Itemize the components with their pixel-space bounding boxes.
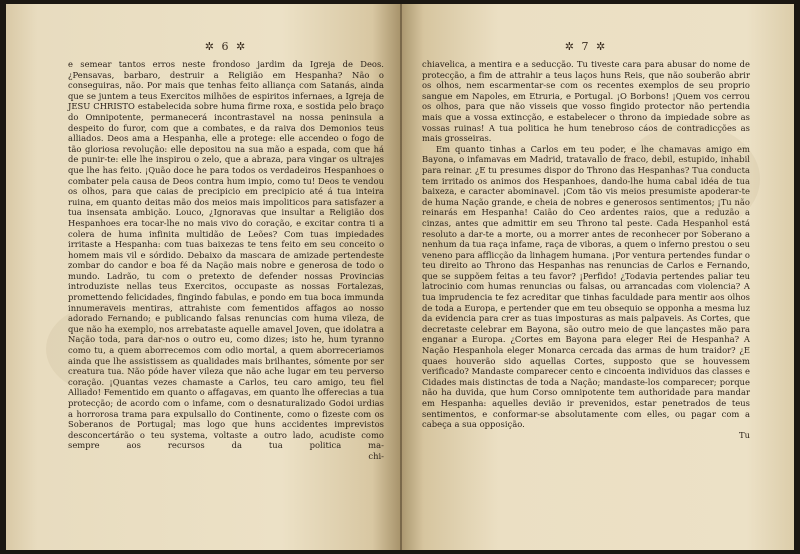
book-spread xyxy=(6,4,794,550)
page-body-text xyxy=(422,59,750,430)
catchword: chi- xyxy=(368,450,384,461)
book-gutter xyxy=(400,4,402,550)
paragraph: Em quanto tinhas a Carlos em teu poder, e lhe chamavas amigo em Bayona, o infamavas em Madrid, tratavallo de fraco, debil, estupido, inhabil para reinar. ¿E tu presumes dispor do Throno das Hespanhas? Tua conducta tem irritado os animos dos Hespanhoes, dando-lhe huma cabal idéa de tua baixeza, e caracter abominavel. ¡Com tão vis meios presumiste apoderar-te de huma Nação grande, e cheia de nobres e generosos sentimentos; ¡Tu não reinarás em Hespanha! Caião do Ceo ardentes raios, que a reduzão a cinzas, antes que admittir em seu Throno tal peste. Cada Hespanhol está resoluto a dar-te a morte, ou a morrer antes de reconhecer por Soberano a nenhum da tua raça infame, raça de viboras, a quem o inferno prestou o seu veneno para afflicção da linhagem humana. ¡Por ventura pertendes fundar o teu direito ao Throno das Hespanhas nas renuncias de Carlos e Fernando, que se suppõem feitas a teu favor? ¡Perfido! ¿Todavia pertendes paliar teu latrocinio com humas renuncias ou falsas, ou arrancadas com violencia? A tua imprudencia te fez acreditar que tinhas faculdade para mentir aos olhos de toda a Europa, e pertender que em teu obsequio se opponha a mesma luz da evidencia para crer as tuas imposturas as mais palpaveis. As Cortes, que decretaste celebrar em Bayona, são outro meio de que lançastes mão para enganar a Europa. ¿Cortes em Bayona para eleger Rei de Hespanha? A Nação Hespanhola eleger Monarca cercada das armas de hum traidor? ¿E quaes houverão sido aquellas Cortes, supposto que se houvessem verificado? Mandaste comparecer cento e cincoenta individuos das classes e Cidades mais distinctas de toda a Nação; mandaste-los comparecer; porque não ha duvida, que hum Corso omnipotente tem authoridade para mandar em Hespanha: aquelles devião ir prevenidos, estar penetrados de teus sentimentos, e conformar-se absolutamente com elles, ou pagar com a cabeça a sua opposição. xyxy=(422,143,750,430)
page-number-header: ✲ 6 ✲ xyxy=(204,40,248,53)
page-number-header: ✲ 7 ✲ xyxy=(564,40,608,53)
left-page xyxy=(6,4,400,550)
paragraph: e semear tantos erros neste frondoso jardim da Igreja de Deos. ¿Pensavas, barbaro, destruir a Religião em Hespanha? Não o conseguiras, não. Por mais que tenhas feito alliança com Satanás, ainda que se juntem a teus Exercitos milhões de espiritos infernaes, a Igreja de JESU CHRISTO estabelecida sobre huma firme roxa, e sostida pelo braço do Omnipotente, permanecerá incontrastavel na nossa peninsula a despeito do furor, com que a combates, e da raiva dos Demonios teus alliados. Deos ama a Hespanha, elle a protege: elle accendeo o fogo de tão gloriosa revolução: elle depositou na sua mão a espada, com que há de punir-te: elle lhe inspirou o zelo, que a abraza, para vingar os ultrajes que lhe has feito. ¡Quão doce he para todos os verdadeiros Hespanhoes o combater pela causa de Deos contra hum impio, como tu! Deos te vendou os olhos, para que caias de precipicio em precipicio até á tua inteira ruina, em quanto deitas mão dos meios mais impoliticos para satisfazer a tua insensata ambição. Louco, ¿Ignoravas que insultar a Religião dos Hespanhoes era tocar-lhe no mais vivo do coração, e excitar contra ti a colera de huma infinita multidão de Leões? Com tuas impiedades irritaste a Hespanha: com tuas baixezas te tens feito em seu conceito o homem mais vil e sórdido. Debaixo da mascara de amizade pertendeste zombar do candor e boa fé da Nação mais nobre e generosa de todo o mundo. Ladrão, tu com o pretexto de defender nossas Provincias introduziste nellas teus Exercitos, occupaste as nossas Fortalezas, promettendo felicidades, fingindo fabulas, e pondo em tua boca immunda innumeraveis mentiras, attrahiste com fementidos affagos ao nosso adorado Fernando; e publicando falsas renuncias com huma vileza, de que não ha exemplo, nos arrebataste aquelle amavel Joven, que idolatra a Nação toda, para dar-nos o outro eu, como dizes; isto he, hum tyranno como tu, a quem aborrecemos com odio mortal, a quem aborreceriamos ainda que lhe assistissem as qualidades mais brilhantes, sómente por ser creatura tua. Não póde haver vileza que não ache lugar em teu perverso coração. ¡Quantas vezes chamaste a Carlos, teu caro amigo, teu fiel Alliado! Fementido em quanto o affagavas, em quanto lhe offerecias a tua protecção; de acordo com o infame, com o desnaturalizado Godoi urdias a horrorosa trama para expulsallo do Continente, como o fizeste com os Soberanos de Portugal; mas logo que huns accidentes imprevistos desconcertárão o teu systema, voltaste a outro lado, acudiste como sempre aos recursos da tua politica ma- xyxy=(68,59,384,451)
paragraph: chiavelica, a mentira e a seducção. Tu tiveste cara para abusar do nome de protecção, a fim de attrahir a teus laços huns Reis, que não souberão abrir os olhos, nem escarmentar-se com os recentes exemplos de seu proprio sangue em Napoles, em Etruria, e Portugal. ¡O Borbons! ¡Quem vos cerrou os olhos, para que não visseis que vosso fingido protector não pertendia mais que a vossa extincção, e estabelecer o throno da impiedade sobre as vossas ruinas! A tua politica he hum tenebroso cáos de contradicções as mais grosseiras. xyxy=(422,59,750,144)
right-page xyxy=(400,4,794,550)
catchword: Tu xyxy=(739,429,750,440)
